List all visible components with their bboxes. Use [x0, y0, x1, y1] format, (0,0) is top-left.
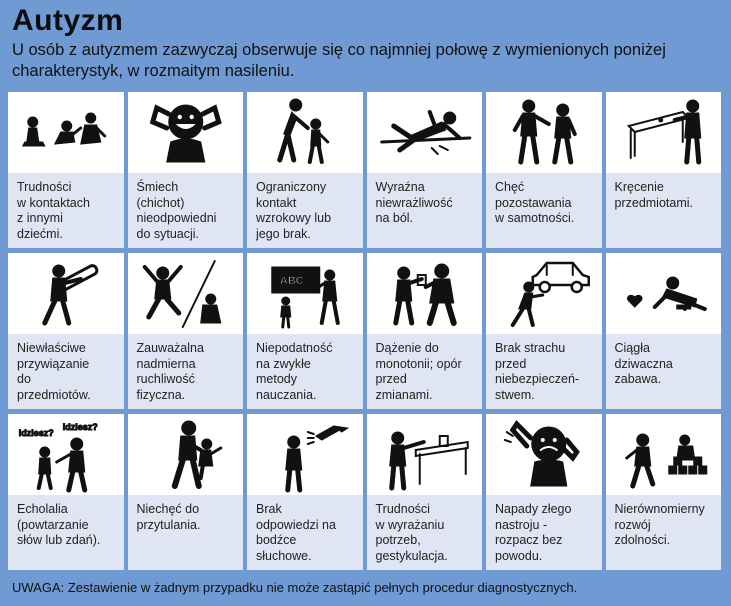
two-people-arguing-icon: [367, 253, 483, 334]
characteristic-card: [247, 92, 363, 248]
characteristic-card: [367, 414, 483, 570]
disclaimer-note: UWAGA: Zestawienie w żadnym przypadku nie może zastąpić pełnych procedur diagnostycznych.: [12, 580, 578, 595]
characteristic-card: [128, 253, 244, 409]
characteristic-caption: Zauważalna nadmierna ruchliwość fizyczna.: [128, 334, 244, 409]
spinning-object-icon: [606, 92, 722, 173]
pointing-gesture-icon: [367, 414, 483, 495]
characteristic-caption: Brak odpowiedzi na bodźce słuchowe.: [247, 495, 363, 570]
characteristic-card: [128, 92, 244, 248]
characteristic-caption: Napady złego nastroju - rozpacz bez powodu.: [486, 495, 602, 570]
hyperactive-and-passive-icon: [128, 253, 244, 334]
person-turning-away-icon: [486, 92, 602, 173]
echolalia-icon: [8, 414, 124, 495]
characteristic-caption: Ciągła dziwaczna zabawa.: [606, 334, 722, 409]
characteristic-caption: Niewłaściwe przywiązanie do przedmiotów.: [8, 334, 124, 409]
speech-bubble-text: idziesz?: [18, 428, 54, 438]
characteristic-caption: Trudności w wyrażaniu potrzeb, gestykulacja.: [367, 495, 483, 570]
characteristic-card: [486, 92, 602, 248]
rejecting-hug-icon: [128, 414, 244, 495]
characteristic-card: [128, 414, 244, 570]
person-and-car-icon: [486, 253, 602, 334]
characteristic-caption: Ograniczony kontakt wzrokowy lub jego brak.: [247, 173, 363, 248]
characteristic-caption: Niechęć do przytulania.: [128, 495, 244, 570]
characteristic-card: [606, 92, 722, 248]
characteristic-caption: Chęć pozostawania w samotności.: [486, 173, 602, 248]
characteristic-caption: Trudności w kontaktach z innymi dziećmi.: [8, 173, 124, 248]
no-response-to-sound-icon: [247, 414, 363, 495]
children-playing-icon: [8, 92, 124, 173]
characteristic-card: [8, 92, 124, 248]
child-playing-floor-icon: [606, 253, 722, 334]
characteristic-card: [606, 414, 722, 570]
characteristic-card: [367, 92, 483, 248]
characteristic-card: [247, 414, 363, 570]
tantrum-icon: [486, 414, 602, 495]
adult-and-child-icon: [247, 92, 363, 173]
characteristic-card: [606, 253, 722, 409]
characteristic-caption: Niepodatność na zwykłe metody nauczania.: [247, 334, 363, 409]
uneven-skills-icon: [606, 414, 722, 495]
laughing-face-icon: [128, 92, 244, 173]
characteristic-caption: Śmiech (chichot) nieodpowiedni do sytuacji.: [128, 173, 244, 248]
characteristic-caption: Echolalia (powtarzanie słów lub zdań).: [8, 495, 124, 570]
characteristic-caption: Kręcenie przedmiotami.: [606, 173, 722, 248]
characteristic-caption: Nierównomierny rozwój zdolności.: [606, 495, 722, 570]
teacher-blackboard-icon: [247, 253, 363, 334]
characteristic-caption: Wyraźna niewrażliwość na ból.: [367, 173, 483, 248]
page-subtitle: U osób z autyzmem zazwyczaj obserwuje się co najmniej połowę z wymienionych poniżej charakterystyk, w rozmaitym nasileniu.: [12, 41, 666, 80]
characteristic-caption: Dążenie do monotonii; opór przed zmianami.: [367, 334, 483, 409]
characteristic-card: [247, 253, 363, 409]
characteristic-card: [486, 253, 602, 409]
blackboard-text: ABC: [279, 275, 304, 287]
speech-bubble-text: idziesz?: [62, 422, 98, 432]
characteristics-grid: [8, 92, 721, 570]
characteristic-caption: Brak strachu przed niebezpieczeń- stwem.: [486, 334, 602, 409]
characteristic-card: [486, 414, 602, 570]
person-falling-icon: [367, 92, 483, 173]
page-title: Autyzm: [12, 4, 124, 37]
characteristic-card: [8, 414, 124, 570]
characteristic-card: [8, 253, 124, 409]
person-holding-object-icon: [8, 253, 124, 334]
characteristic-card: [367, 253, 483, 409]
